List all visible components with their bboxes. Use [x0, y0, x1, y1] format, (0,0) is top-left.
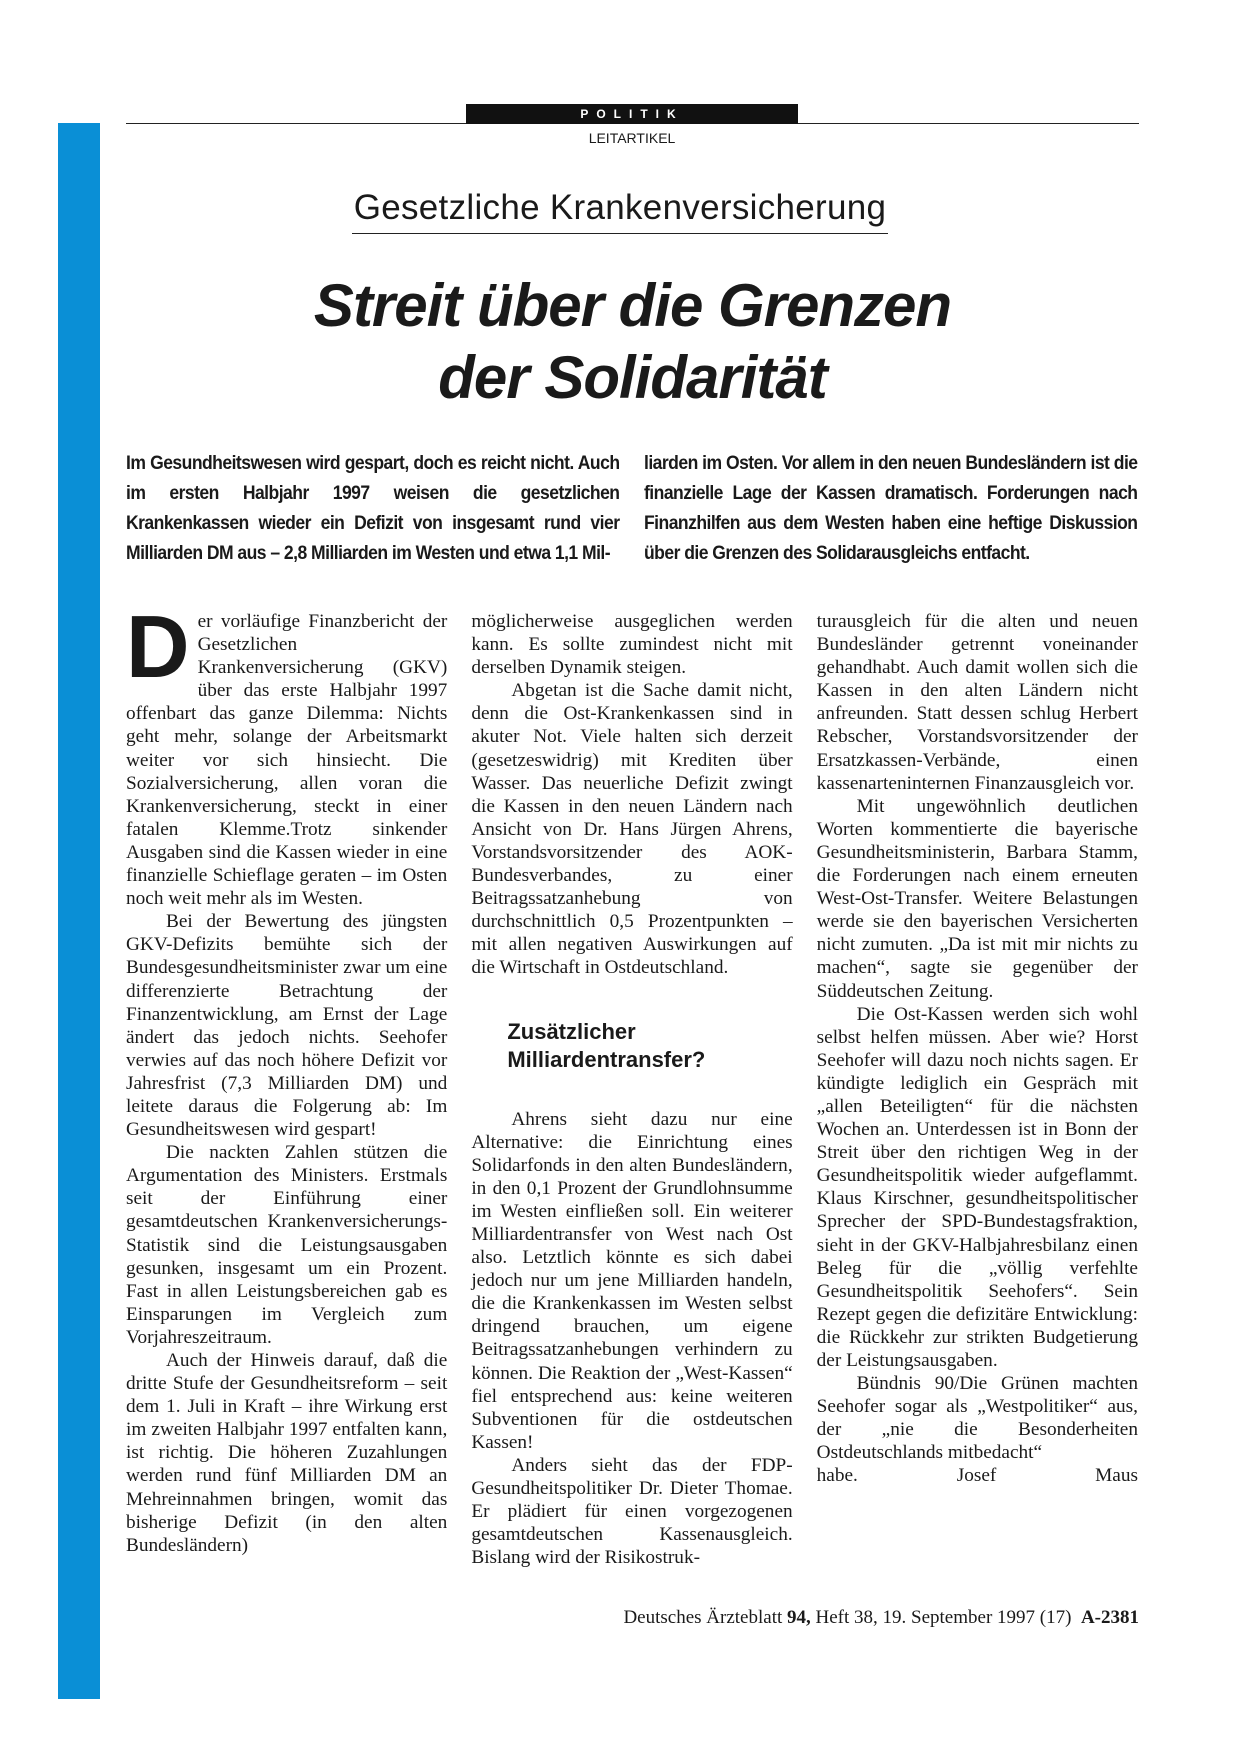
- lead-column-2: [644, 448, 1138, 568]
- paragraph: turausgleich für die alten und neuen Bundesländer getrennt voneinander gehandhabt. Auch damit wollen sich die Kassen in den alten Ländern nicht anfreunden. Statt dessen schlug Herbert Rebscher, Vorstandsvorsitzender der Ersatzkassen-Verbände, einen kassenarteninternen Finanzausgleich vor.: [816, 611, 1138, 794]
- paragraph: Abgetan ist die Sache damit nicht, denn die Ost-Krankenkassen sind in akuter Not. Viele halten sich derzeit (gesetzeswidrig) mit Krediten über Wasser. Das neuerliche Defizit zwingt die Kassen in den neuen Ländern nach Ansicht von Dr. Hans Jürgen Ahrens, Vorstandsvorsitzender des AOK-Bundesverbandes, zu einer Beitragssatzanhebung von durchschnittlich 0,5 Prozentpunkten – mit allen negativen Auswirkungen auf die Wirtschaft in Ostdeutschland.: [471, 680, 793, 979]
- signoff-line: [817, 1464, 1138, 1487]
- kicker-text: Gesetzliche Krankenversicherung: [352, 188, 889, 234]
- headline-line-2: der Solidarität: [438, 344, 827, 411]
- page-number: A-2381: [1080, 1607, 1139, 1628]
- lead-text-1: Im Gesundheitswesen wird gespart, doch es reicht nicht. Auch im ersten Halbjahr 1997 weisen die gesetzlichen Krankenkassen wieder ein Defizit von insgesamt rund vier Milliarden DM aus – 2,8 Milliarden im Westen und etwa 1,1 Mil-: [126, 452, 620, 564]
- author: Josef Maus: [956, 1465, 1138, 1487]
- lead: [126, 448, 1138, 568]
- paragraph: Bündnis 90/Die Grünen machten Seehofer sogar als „Westpolitiker“ aus, der „nie die Besonderheiten Ostdeutschlands mitbedacht“: [816, 1373, 1138, 1464]
- paragraph: Mit ungewöhnlich deutlichen Worten kommentierte die bayerische Gesundheitsministerin, Barbara Stamm, die Forderungen nach einem erneuten West-Ost-Transfer. Weitere Belastungen werde sie den bayerischen Versicherten nicht zumuten. „Da ist mit mir nichts zu machen“, sagte sie gegenüber der Süddeutschen Zeitung.: [816, 795, 1138, 1002]
- last-word: habe.: [816, 1465, 858, 1487]
- issue-date: Heft 38, 19. September 1997 (17): [815, 1607, 1072, 1628]
- accent-bar: [58, 123, 100, 1699]
- paragraph: Bei der Bewertung des jüngsten GKV-Defizits bemühte sich der Bundesgesundheitsminister zwar um eine differenzierte Betrachtung der Finanzentwicklung, am Ernst der Lage ändert das jedoch nichts. Seehofer verwies auf das noch höhere Defizit vor Jahresfrist (7,3 Milliarden DM) und leitete daraus die Folgerung ab: Im Gesundheitswesen wird gespart!: [126, 911, 448, 1141]
- journal-name: Deutsches Ärzteblatt: [623, 1607, 783, 1628]
- paragraph: Auch der Hinweis darauf, daß die dritte Stufe der Gesundheitsreform – seit dem 1. Juli in Kraft – ihre Wirkung erst im zweiten Halbjahr 1997 entfalten kann, ist richtig. Die höheren Zuzahlungen werden rund fünf Milliarden DM an Mehreinnahmen bringen, womit das bisherige Defizit (in den alten Bundesländern): [126, 1350, 448, 1556]
- kicker: [0, 188, 1240, 228]
- body-column-3: [817, 610, 1138, 1600]
- headline-line-1: Streit über die Grenzen: [313, 272, 952, 339]
- section-label: POLITIK: [466, 104, 798, 124]
- paragraph: Anders sieht das der FDP-Gesundheitspolitiker Dr. Dieter Thomae. Er plädiert für einen vorgezogenen gesamtdeutschen Kassenausgleich. Bislang wird der Risikostruk-: [471, 1454, 793, 1569]
- paragraph: Die Ost-Kassen werden sich wohl selbst helfen müssen. Aber wie? Horst Seehofer will dazu noch nichts sagen. Er kündigte lediglich ein Gespräch mit „allen Beteiligten“ für die nächsten Wochen an. Unterdessen ist in Bonn der Streit über den richtigen Weg in der Gesundheitspolitik wieder aufgeflammt. Klaus Kirschner, gesundheitspolitischer Sprecher der SPD-Bundestagsfraktion, sieht in der GKV-Halbjahresbilanz einen Beleg für die „völlig verfehlte Gesundheitspolitik Seehofers“. Sein Rezept gegen die defizitäre Entwicklung: die Rückkehr zur strikten Budgetierung der Leistungsausgaben.: [816, 1003, 1138, 1371]
- paragraph: [126, 597, 448, 910]
- headline: [126, 270, 1139, 414]
- subheading-line-2: Milliardentransfer?: [507, 1046, 706, 1072]
- paragraph: Die nackten Zahlen stützen die Argumentation des Ministers. Erstmals seit der Einführung einer gesamtdeutschen Krankenversicherungs-Statistik sind die Leistungsausgaben gesunken, insgesamt um ein Prozent. Fast in allen Leistungsbereichen gab es Einsparungen im Vergleich zum Vorjahreszeitraum.: [126, 1142, 448, 1348]
- article-body: [126, 597, 1138, 1600]
- body-column-1: [126, 597, 448, 1600]
- subheading: [507, 1018, 792, 1074]
- body-column-2: [471, 610, 792, 1600]
- drop-cap: D: [126, 597, 190, 696]
- lead-column-1: [126, 448, 620, 568]
- subheading-line-1: Zusätzlicher: [507, 1018, 636, 1044]
- volume: 94,: [787, 1607, 811, 1628]
- paragraph: Ahrens sieht dazu nur eine Alternative: die Einrichtung eines Solidarfonds in den alten Bundesländern, in den 0,1 Prozent der Grundlohnsumme im Westen einfließen soll. Ein weiterer Milliardentransfer von West nach Ost also. Letztlich könnte es sich dabei jedoch nur um jene Milliarden handeln, die die Krankenkassen im Westen selbst dringend brauchen, um eigene Beitragssatzanhebungen verhindern zu können. Die Reaktion der „West-Kassen“ fiel entsprechend aus: keine weiteren Subventionen für die ostdeutschen Kassen!: [471, 1108, 793, 1453]
- paragraph: möglicherweise ausgeglichen werden kann. Es sollte zumindest nicht mit derselben Dynamik steigen.: [471, 611, 793, 679]
- page-footer: [623, 1607, 1139, 1629]
- subsection-label: LEITARTIKEL: [588, 130, 676, 146]
- lead-text-2: liarden im Osten. Vor allem in den neuen Bundesländern ist die finanzielle Lage der Kassen dramatisch. Forderungen nach Finanzhilfen aus dem Westen haben eine heftige Diskussion über die Grenzen des Solidarausgleichs entfacht.: [644, 452, 1138, 564]
- paragraph-text: er vorläufige Finanzbericht der Gesetzlichen Krankenversicherung (GKV) über das erste Halbjahr 1997 offenbart das ganze Dilemma: Nichts geht mehr, solange der Arbeitsmarkt weiter vor sich hinsiecht. Die Sozialversicherung, allen voran die Krankenversicherung, steckt in einer fatalen Klemme.Trotz sinkender Ausgaben sind die Kassen wieder in eine finanzielle Schieflage geraten – im Osten noch weit mehr als im Westen.: [126, 611, 448, 910]
